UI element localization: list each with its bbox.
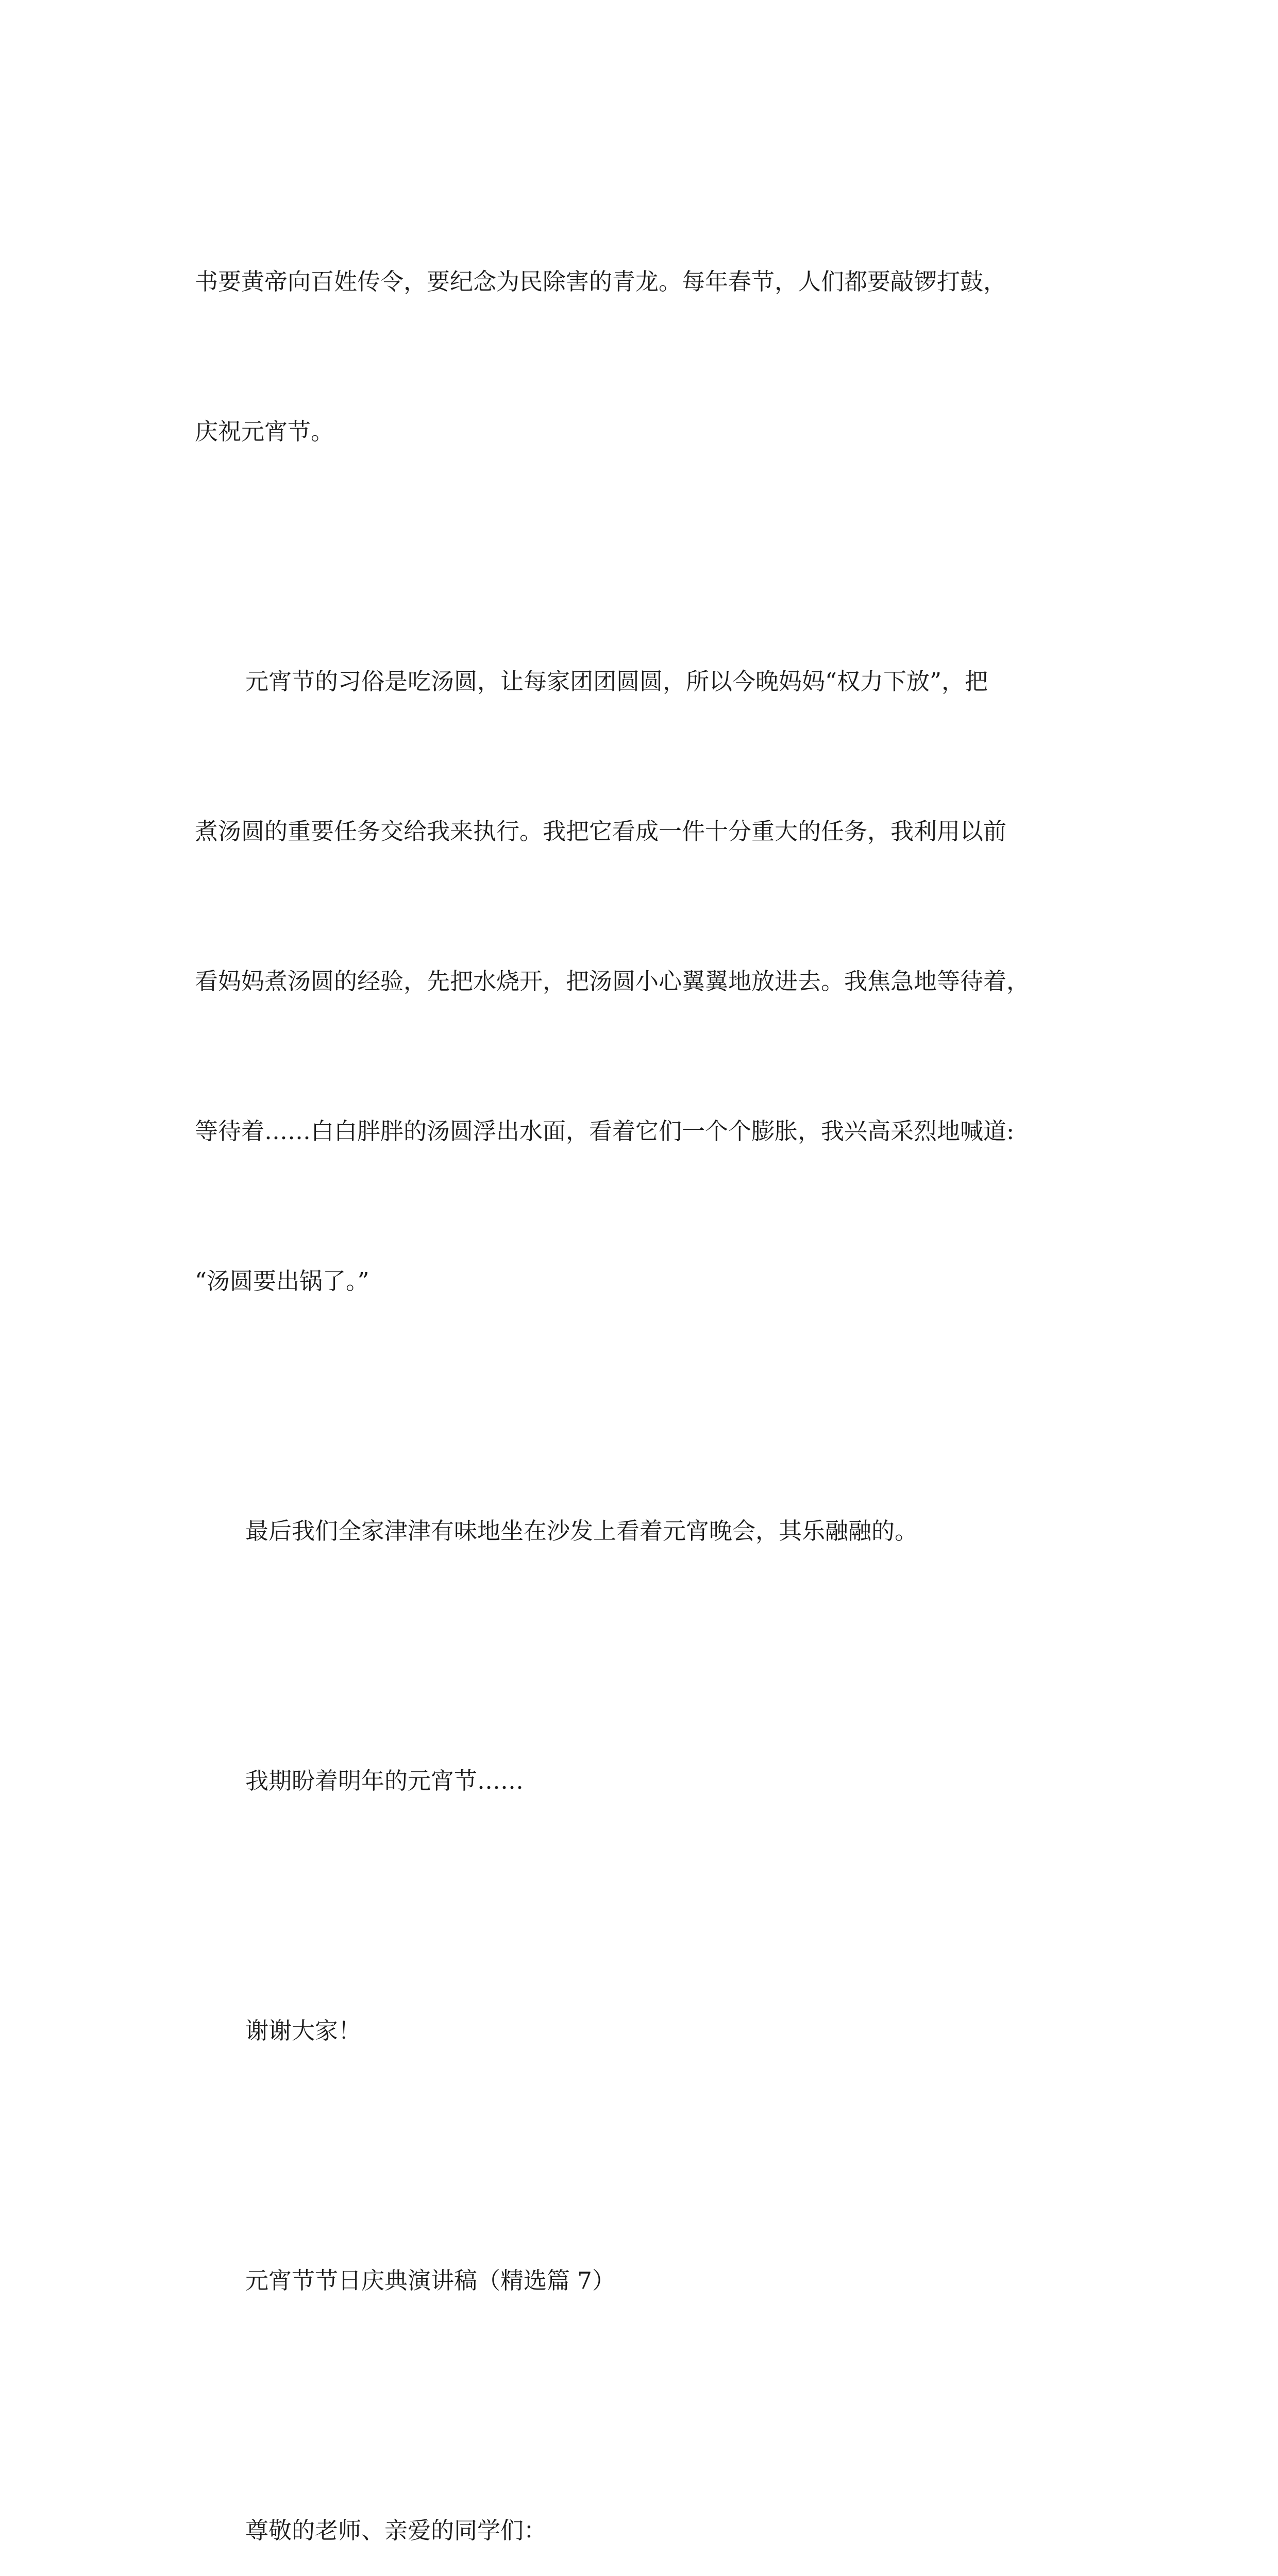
text-line: “汤圆要出锅了。” (195, 1267, 369, 1295)
paragraph (195, 157, 1102, 556)
text-line: 谢谢大家！ (245, 2017, 362, 2044)
paragraph (195, 1656, 1102, 1906)
document-body (195, 157, 1102, 2576)
text-line: 等待着……白白胖胖的汤圆浮出水面，看着它们一个个膨胀，我兴高采烈地喊道: (195, 1117, 1015, 1145)
text-line: 元宵节节日庆典演讲稿（精选篇 7） (245, 2267, 615, 2294)
text-line: 书要黄帝向百姓传令，要纪念为民除害的青龙。每年春节，人们都要敲锣打鼓， (195, 268, 1007, 295)
salutation (195, 2405, 1102, 2576)
text-line: 我期盼着明年的元宵节…… (245, 1767, 524, 1794)
text-line: 最后我们全家津津有味地坐在沙发上看着元宵晚会，其乐融融的。 (245, 1517, 918, 1545)
paragraph (195, 1406, 1102, 1656)
paragraph (195, 556, 1102, 1406)
text-line: 煮汤圆的重要任务交给我来执行。我把它看成一件十分重大的任务，我利用以前 (195, 818, 1007, 845)
text-line: 元宵节的习俗是吃汤圆，让每家团团圆圆，所以今晚妈妈“权力下放”，把 (245, 668, 988, 695)
section-heading (195, 2156, 1102, 2405)
paragraph (195, 1906, 1102, 2156)
text-line: 庆祝元宵节。 (195, 418, 334, 445)
text-line: 看妈妈煮汤圆的经验，先把水烧开，把汤圆小心翼翼地放进去。我焦急地等待着， (195, 968, 1030, 995)
text-line: 尊敬的老师、亲爱的同学们： (245, 2517, 547, 2544)
